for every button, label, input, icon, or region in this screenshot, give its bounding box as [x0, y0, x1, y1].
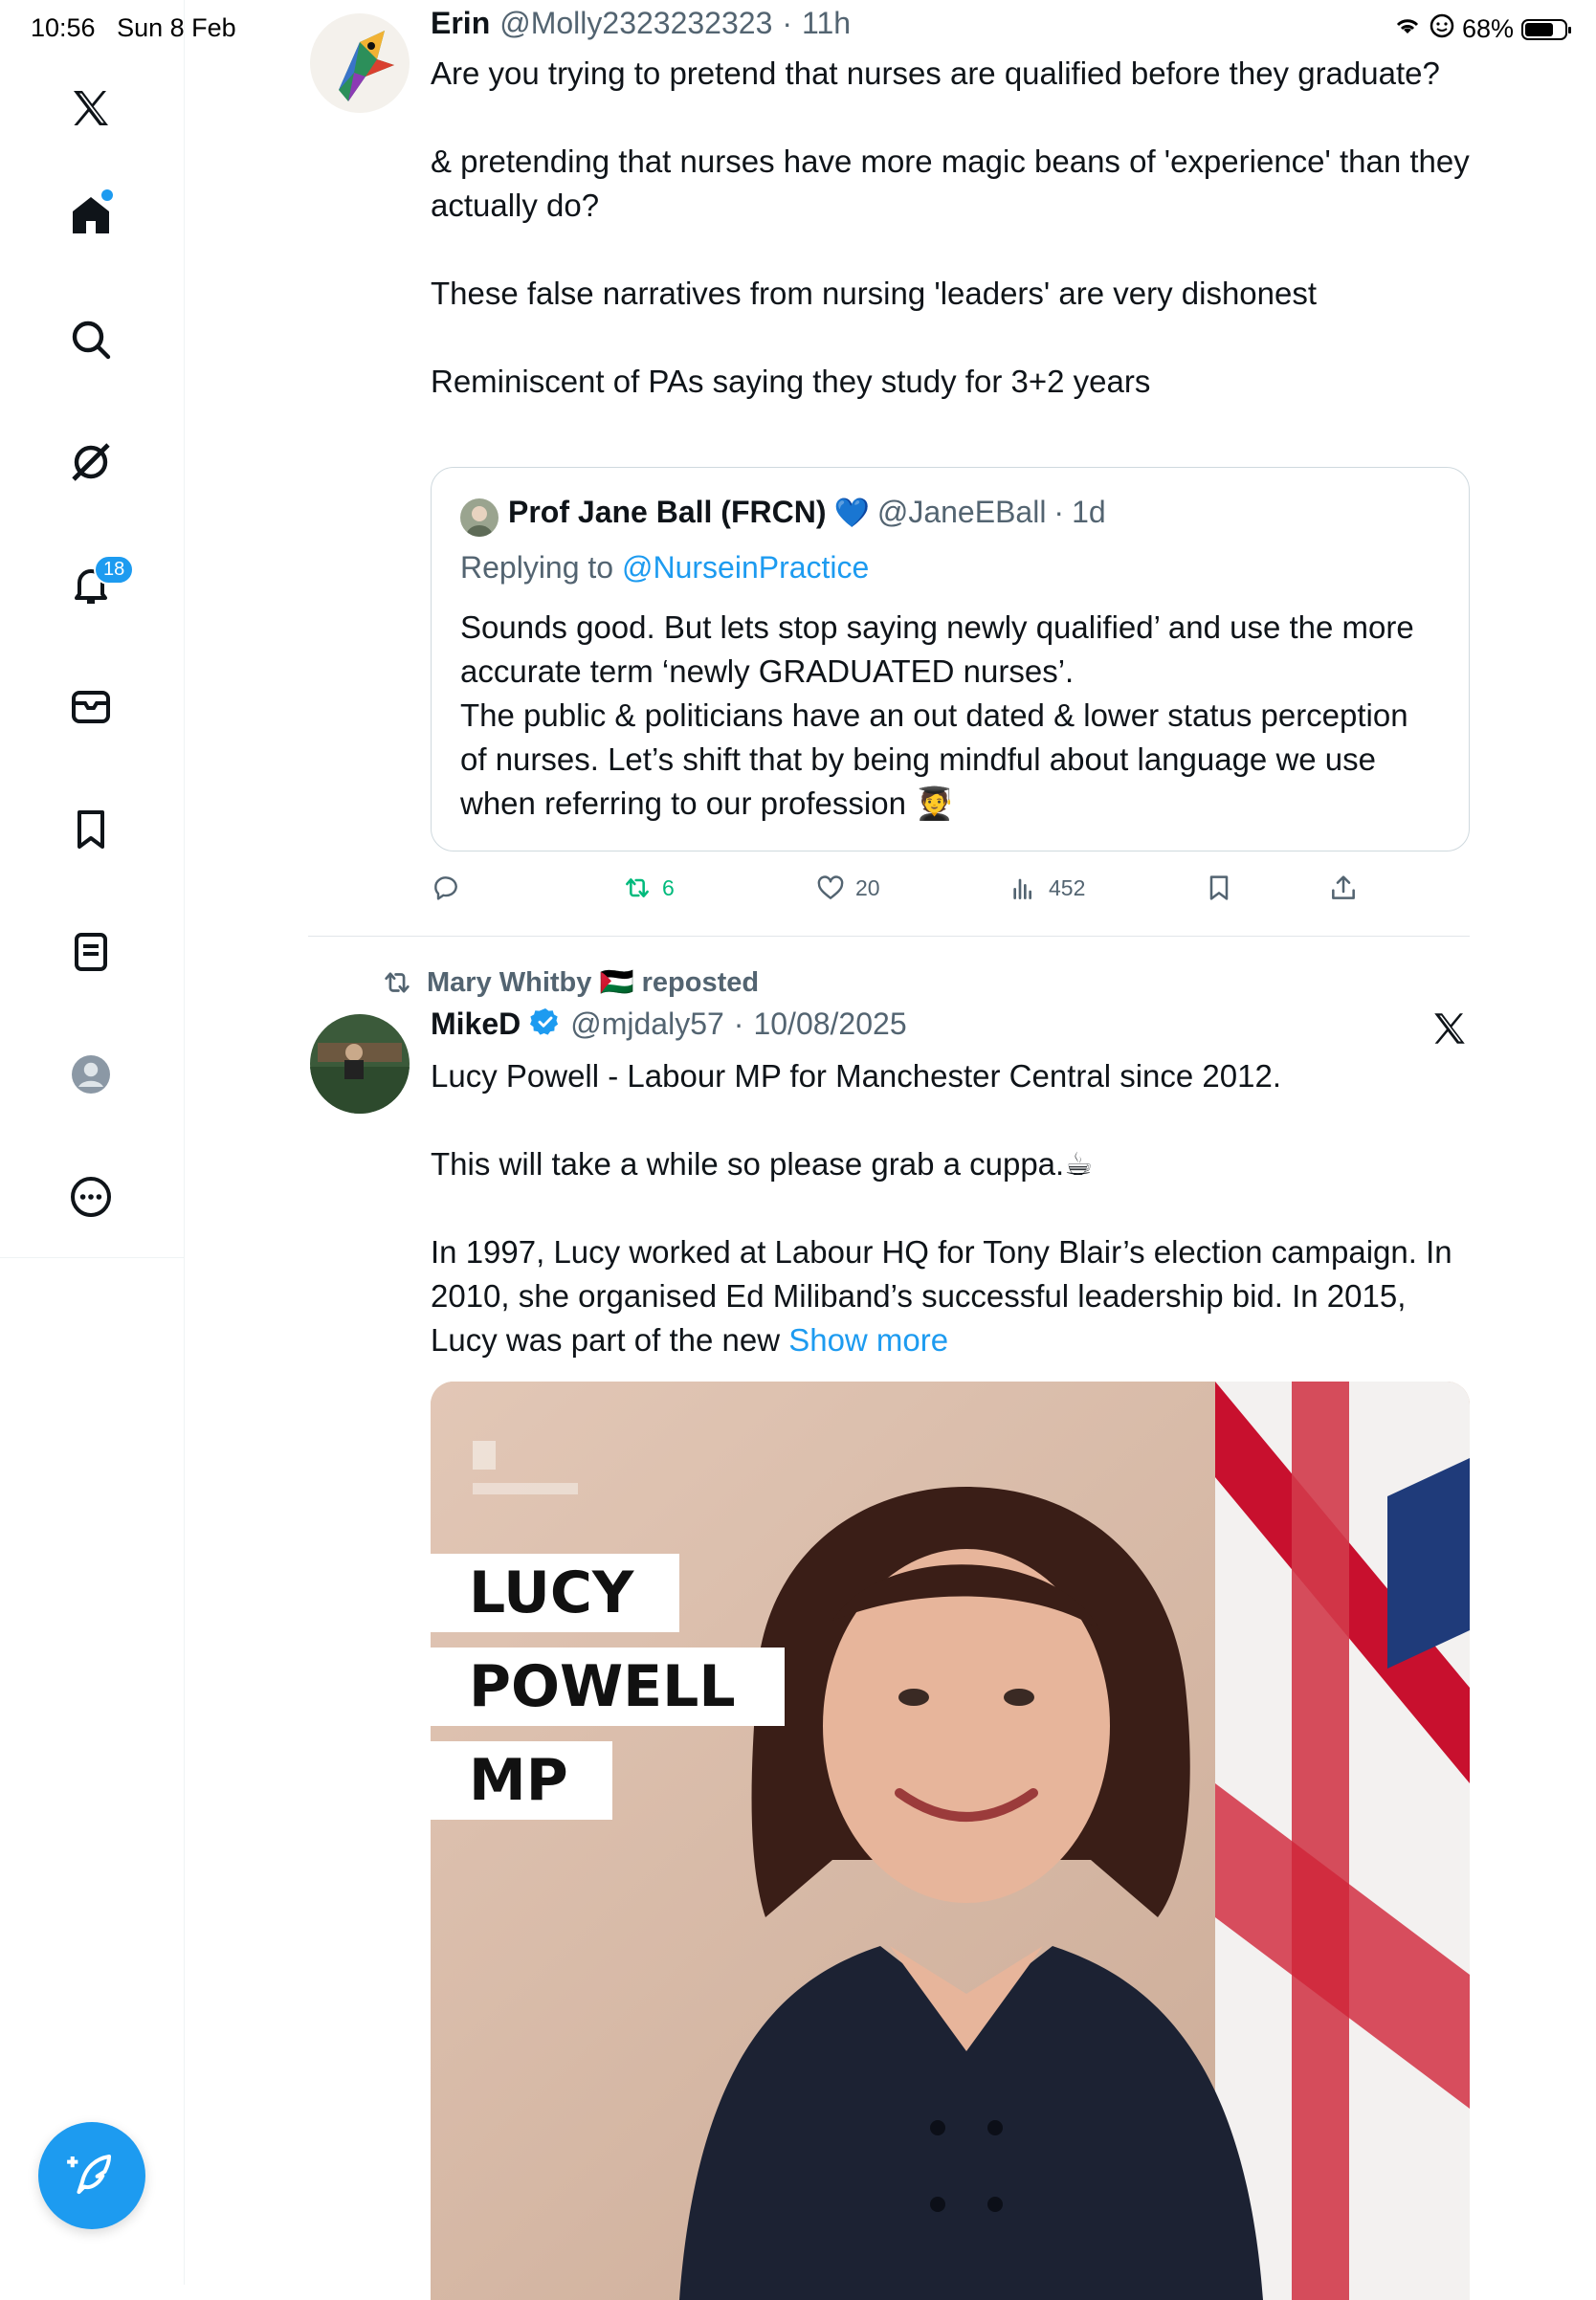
tweet1-author-handle[interactable]: @Molly2323232323 — [499, 6, 773, 40]
messages-icon[interactable] — [63, 679, 119, 735]
media-caption-line-3: MP — [469, 1747, 568, 1814]
home-notification-dot — [101, 189, 113, 201]
quoted-author-handle: @JaneEBall — [876, 495, 1047, 529]
quoted-tweet[interactable] — [431, 467, 1470, 851]
x-logo-icon[interactable] — [63, 80, 119, 136]
do-not-disturb-icon — [1430, 13, 1454, 45]
miked-avatar[interactable] — [310, 1014, 410, 1114]
repost-context[interactable] — [381, 966, 759, 999]
views-icon — [1009, 873, 1039, 903]
replying-label: Replying to — [460, 550, 614, 585]
battery-percent: 68% — [1461, 14, 1514, 43]
date-text: Sun 8 Feb — [117, 13, 236, 42]
replying-to — [460, 550, 869, 586]
tweet2-media-image[interactable] — [431, 1382, 1470, 2300]
grok-icon[interactable] — [63, 434, 119, 490]
status-indicators — [1393, 13, 1567, 45]
notifications-badge: 18 — [94, 555, 134, 585]
search-icon[interactable] — [63, 312, 119, 367]
heart-icon — [815, 873, 846, 903]
bookmark-button[interactable] — [1204, 873, 1234, 903]
show-more-link[interactable]: Show more — [788, 1322, 949, 1358]
media-caption-line-1: LUCY — [469, 1559, 634, 1626]
more-icon[interactable] — [63, 1169, 119, 1225]
media-caption-line-2: POWELL — [469, 1653, 736, 1720]
x-brand-icon — [1430, 1008, 1470, 1053]
share-icon — [1328, 873, 1359, 903]
sidebar — [0, 0, 185, 2285]
erin-avatar[interactable] — [310, 13, 410, 113]
compose-post-icon — [66, 2148, 118, 2204]
replying-handle-link[interactable]: @NurseinPractice — [621, 550, 870, 585]
view-count: 452 — [1049, 874, 1086, 900]
reply-icon — [431, 873, 461, 903]
tweet-divider — [308, 936, 1470, 937]
bookmark-icon — [1204, 873, 1234, 903]
tweet1-time[interactable]: 11h — [802, 6, 852, 40]
like-count: 20 — [855, 874, 880, 900]
quoted-author-name: Prof Jane Ball (FRCN) — [508, 495, 827, 529]
tweet2-separator: · — [733, 1006, 744, 1041]
repost-icon — [622, 873, 653, 903]
tweet2-header — [431, 1006, 907, 1042]
wifi-icon — [1393, 14, 1422, 44]
share-button[interactable] — [1328, 873, 1359, 903]
tweet1-separator: · — [782, 6, 793, 40]
reposted-icon — [381, 966, 413, 999]
views-button[interactable] — [1009, 873, 1085, 903]
quoted-text: Sounds good. But lets stop saying newly qualified’ and use the more accurate term ‘newly GRADUATED nurses’. The public & politicians have an out dated & lower status perception of nurses. Let’s shift that by being mindful about language we use when referring to our profession 🧑‍🎓 — [460, 609, 1414, 821]
tweet1-header — [431, 6, 851, 41]
bookmarks-icon[interactable] — [63, 802, 119, 857]
sidebar-divider — [0, 1257, 184, 1258]
quoted-separator: · — [1053, 495, 1065, 529]
repost-count: 6 — [662, 874, 675, 900]
profile-icon[interactable] — [63, 1047, 119, 1102]
tweet2-author-name[interactable]: MikeD — [431, 1006, 521, 1041]
repost-button[interactable] — [622, 873, 675, 903]
battery-icon — [1521, 19, 1567, 40]
tweet2-text-main: Lucy Powell - Labour MP for Manchester Central since 2012. This will take a while so please grab a cuppa.☕ In 1997, Lucy worked at Labour HQ for Tony Blair’s election campaign. In 2010, she organised Ed Miliband’s successful leadership bid. In 2015, Lucy was part of the new — [431, 1058, 1452, 1358]
reply-button[interactable] — [431, 873, 461, 903]
tweet2-author-handle[interactable]: @mjdaly57 — [570, 1006, 724, 1041]
tweet2-date[interactable]: 10/08/2025 — [753, 1006, 907, 1041]
tweet1-author-name[interactable]: Erin — [431, 6, 491, 40]
tweet2-text — [431, 1054, 1474, 1362]
tweet1-text: Are you trying to pretend that nurses are qualified before they graduate? & pretending that nurses have more magic beans of 'experience' than they actually do? These false narratives from nursing 'leaders' are very dishonest Reminiscent of PAs saying they study for 3+2 years — [431, 55, 1470, 399]
verified-badge-icon — [530, 1006, 561, 1042]
compose-post-button[interactable] — [38, 2122, 145, 2229]
quoted-time: 1d — [1072, 495, 1106, 529]
like-button[interactable] — [815, 873, 880, 903]
quoted-header — [508, 495, 1106, 530]
quoted-author-avatar — [460, 498, 499, 537]
time-text: 10:56 — [31, 13, 96, 42]
blue-heart-emoji: 💙 — [833, 498, 870, 529]
lists-icon[interactable] — [63, 924, 119, 980]
lucy-powell-photo — [431, 1382, 1470, 2300]
reposted-by-text: Mary Whitby 🇵🇸 reposted — [427, 967, 760, 998]
